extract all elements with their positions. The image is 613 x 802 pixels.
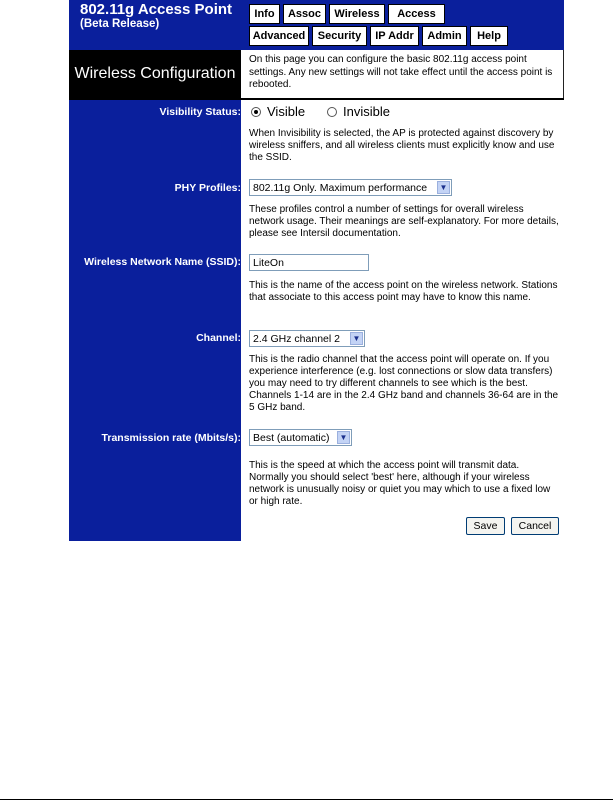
tab-wireless[interactable]: Wireless	[329, 4, 385, 24]
ssid-label: Wireless Network Name (SSID):	[84, 256, 241, 268]
header-bar	[69, 0, 564, 50]
page-intro: On this page you can configure the basic 802.11g access point settings. Any new settings will not take effect until the access point is rebooted.	[249, 54, 553, 90]
tab-row-1	[249, 4, 445, 24]
ssid-help: This is the name of the access point on the wireless network. Stations that associate to this access point may have to know this name.	[249, 280, 558, 303]
product-title: 802.11g Access Point	[80, 1, 233, 18]
visible-option-label: Visible	[267, 104, 306, 119]
phy-profiles-label: PHY Profiles:	[174, 182, 241, 194]
chevron-down-icon: ▼	[337, 431, 350, 444]
phy-profiles-value: 802.11g Only. Maximum performance	[253, 181, 428, 194]
phy-profiles-help: These profiles control a number of settings for overall wireless network usage. Their meanings are self-explanatory. For more details, please see Intersil documentation.	[249, 204, 559, 239]
transmission-rate-value: Best (automatic)	[253, 431, 330, 444]
tab-info[interactable]: Info	[249, 4, 280, 24]
tab-help[interactable]: Help	[470, 26, 508, 46]
label-column	[69, 100, 241, 541]
radio-checked-icon	[251, 107, 261, 117]
channel-help: This is the radio channel that the access point will operate on. If you experience interference (e.g. lost connections or slow data transfers) you may need to try different channels to see which is the best. Channels 1-14 are in the 2.4 GHz band and channels 36-64 are in the 5 GHz band.	[249, 354, 559, 413]
content-column	[241, 100, 564, 541]
invisible-radio[interactable]	[327, 104, 390, 119]
tab-admin[interactable]: Admin	[422, 26, 467, 46]
product-subtitle: (Beta Release)	[80, 18, 160, 30]
tab-access[interactable]: Access	[388, 4, 445, 24]
radio-unchecked-icon	[327, 107, 337, 117]
transmission-rate-select[interactable]	[249, 429, 352, 446]
visibility-label: Visibility Status:	[159, 106, 241, 118]
tab-row-2	[249, 26, 508, 46]
brand-block	[69, 0, 241, 50]
ssid-value: LiteOn	[253, 256, 284, 269]
channel-value: 2.4 GHz channel 2	[253, 332, 340, 345]
visible-radio[interactable]	[251, 104, 305, 119]
invisible-option-label: Invisible	[343, 104, 390, 119]
chevron-down-icon: ▼	[437, 181, 450, 194]
cancel-button[interactable]: Cancel	[511, 517, 559, 535]
tab-assoc[interactable]: Assoc	[283, 4, 326, 24]
transmission-rate-help: This is the speed at which the access point will transmit data. Normally you should select 'best' here, although if your wireless network is unusually noisy or quiet you may which to use a fixed low or high rate.	[249, 460, 551, 507]
save-button[interactable]: Save	[466, 517, 505, 535]
page-footer-rule	[0, 799, 613, 800]
transmission-rate-label: Transmission rate (Mbits/s):	[101, 432, 241, 444]
tab-ip-addr[interactable]: IP Addr	[370, 26, 419, 46]
phy-profiles-select[interactable]	[249, 179, 452, 196]
tab-advanced[interactable]: Advanced	[249, 26, 309, 46]
channel-label: Channel:	[196, 332, 241, 344]
page-title: Wireless Configuration	[69, 50, 241, 98]
channel-select[interactable]	[249, 330, 365, 347]
chevron-down-icon: ▼	[350, 332, 363, 345]
ssid-input[interactable]	[249, 254, 369, 271]
visibility-help: When Invisibility is selected, the AP is protected against discovery by wireless sniffers, and all wireless clients must explicitly know and use the SSID.	[249, 128, 555, 163]
tab-security[interactable]: Security	[312, 26, 367, 46]
